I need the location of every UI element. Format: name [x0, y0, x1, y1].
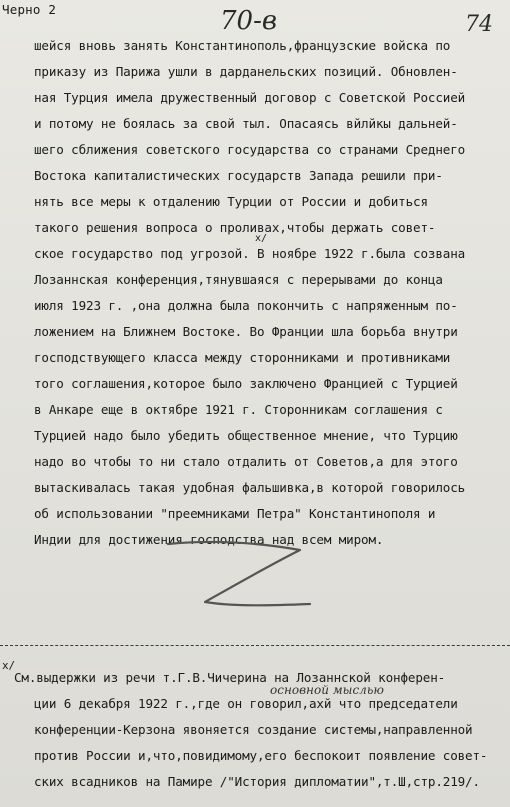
text-line: Турцией надо было убедить общественное мнение, что Турцию: [34, 428, 458, 443]
text-line: шего сближения советского государства со странами Среднего: [34, 142, 466, 157]
footnote-line: ции 6 декабря 1922 г.,где он говорил,ахй что председатели: [34, 696, 458, 711]
footnote-line: конференции-Керзона явоняется создание системы,направленной: [34, 722, 473, 737]
text-line: ложением на Ближнем Востоке. Во Франции шла борьба внутри: [34, 324, 458, 339]
handwritten-page-number: 74: [465, 12, 493, 37]
text-line: надо во чтобы то ни стало отдалить от Советов,а для этого: [34, 454, 458, 469]
footnote-line: против России и,что,повидимому,его беспокоит появление совет-: [34, 748, 488, 763]
text-line: ная Турция имела дружественный договор с Советской Россией: [34, 90, 466, 105]
footnote-line: ских всадников на Памире /"История дипломатии",т.Ш,стр.219/.: [34, 774, 480, 789]
text-line: нять все меры к отдалению Турции от России и добиться: [34, 194, 428, 209]
text-line: господствующего класса между сторонниками и противниками: [34, 350, 451, 365]
text-line: и потому не боялась за свой тыл. Опасаясь вйлйкы дальней-: [34, 116, 458, 131]
footnote-line: См.выдержки из речи т.Г.В.Чичерина на Лозаннской конферен-: [14, 670, 446, 685]
text-line: июля 1923 г. ,она должна была покончить с напряженным по-: [34, 298, 458, 313]
footnote-divider: [0, 645, 510, 646]
text-line: ское государство под угрозой. В ноябре 1922 г.была созвана: [34, 246, 466, 261]
text-line: шейся вновь занять Константинополь,французские войска по: [34, 38, 451, 53]
text-line: Индии для достижения господства над всем миром.: [34, 532, 384, 547]
text-line: об использовании "преемниками Петра" Константинополя и: [34, 506, 436, 521]
handwritten-scribble: [160, 530, 320, 620]
footnote-reference-mark: х/: [255, 233, 268, 244]
footnote-marker: х/: [2, 659, 15, 672]
handwritten-file-number: 70-в: [220, 6, 278, 36]
draft-label: Черно 2: [2, 2, 57, 17]
text-line: Лозаннская конференция,тянувшаяся с перерывами до конца: [34, 272, 443, 287]
text-line: Востока капиталистических государств Запада решили при-: [34, 168, 443, 183]
text-line: в Анкаре еще в октябре 1921 г. Сторонникам соглашения с: [34, 402, 443, 417]
text-line: того соглашения,которое было заключено Францией с Турцией: [34, 376, 458, 391]
text-line: вытаскивалась такая удобная фальшивка,в которой говорилось: [34, 480, 466, 495]
text-line: такого решения вопроса о проливах,чтобы держать совет-: [34, 220, 436, 235]
handwritten-insertion: основной мыслью: [270, 683, 384, 697]
text-line: приказу из Парижа ушли в дарданельских позиций. Обновлен-: [34, 64, 458, 79]
